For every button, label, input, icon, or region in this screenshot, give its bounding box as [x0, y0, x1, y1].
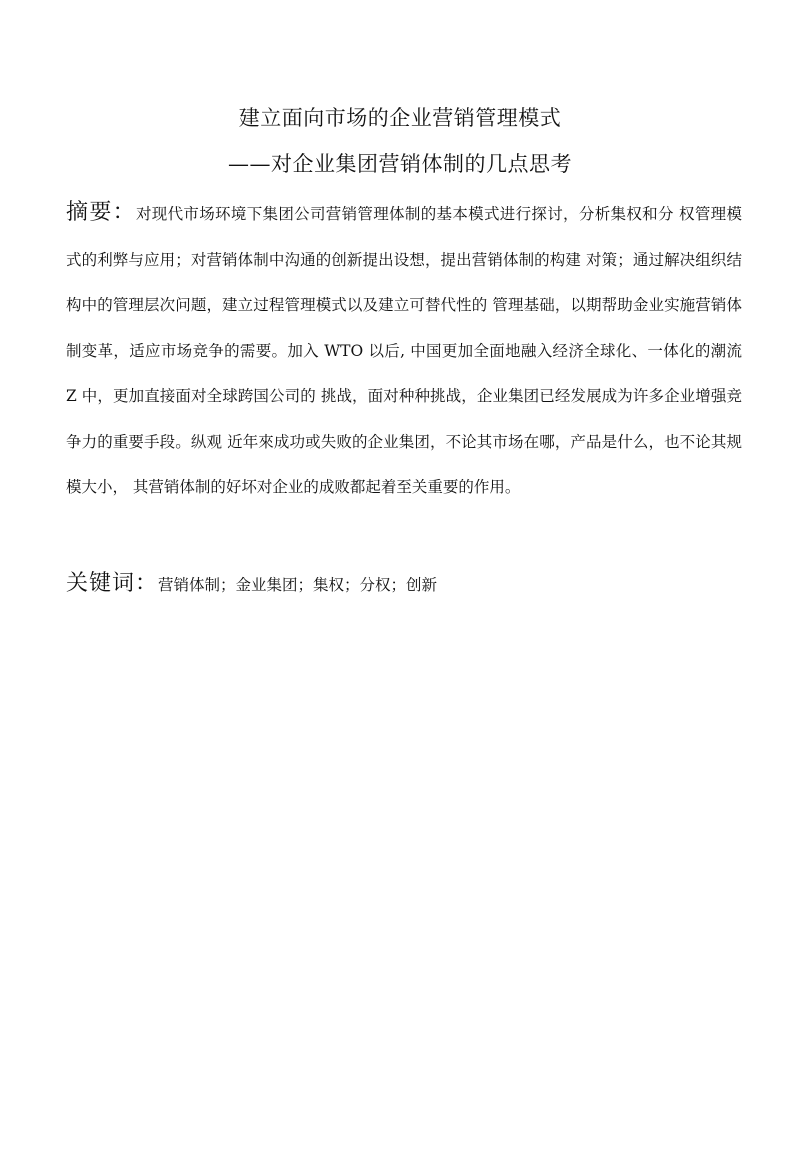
abstract-label: 摘要： — [66, 200, 136, 225]
keywords-text: 营销体制；金业集团；集权；分权；创新 — [158, 576, 438, 594]
document-title: 建立面向市场的企业营销管理模式 — [238, 106, 562, 130]
abstract-text: 对现代市场环境下集团公司营销管理体制的基本模式进行探讨，分析集权和分 权管理模式的利弊与应用；对营销体制中沟通的创新提出设想，提出营销体制的构建 对策；通过解决组织结构中的管理层次问题，建立过程管理模式以及建立可替代性的 管理基础，以期帮助金业实施营销体制变革，适应市场竞争的需要。加入 WTO 以后, 中国更加全面地融入经济全球化、一体化的潮流 Z 中，更加直接面对全球跨国公司的 挑战，面对种种挑战，企业集团已经发展成为许多企业增强竞争力的重要手段。纵观 近年來成功或失败的企业集团，不论其市场在哪，产品是什么，也不论其规模大小， 其营销体制的好坏对企业的成败都起着至关重要的作用。 — [66, 205, 742, 496]
keywords-label: 关键词： — [66, 571, 159, 596]
document-subtitle: ——对企业集团营销体制的几点思考 — [228, 152, 572, 176]
abstract-paragraph — [66, 190, 742, 511]
keywords-line — [66, 568, 742, 601]
